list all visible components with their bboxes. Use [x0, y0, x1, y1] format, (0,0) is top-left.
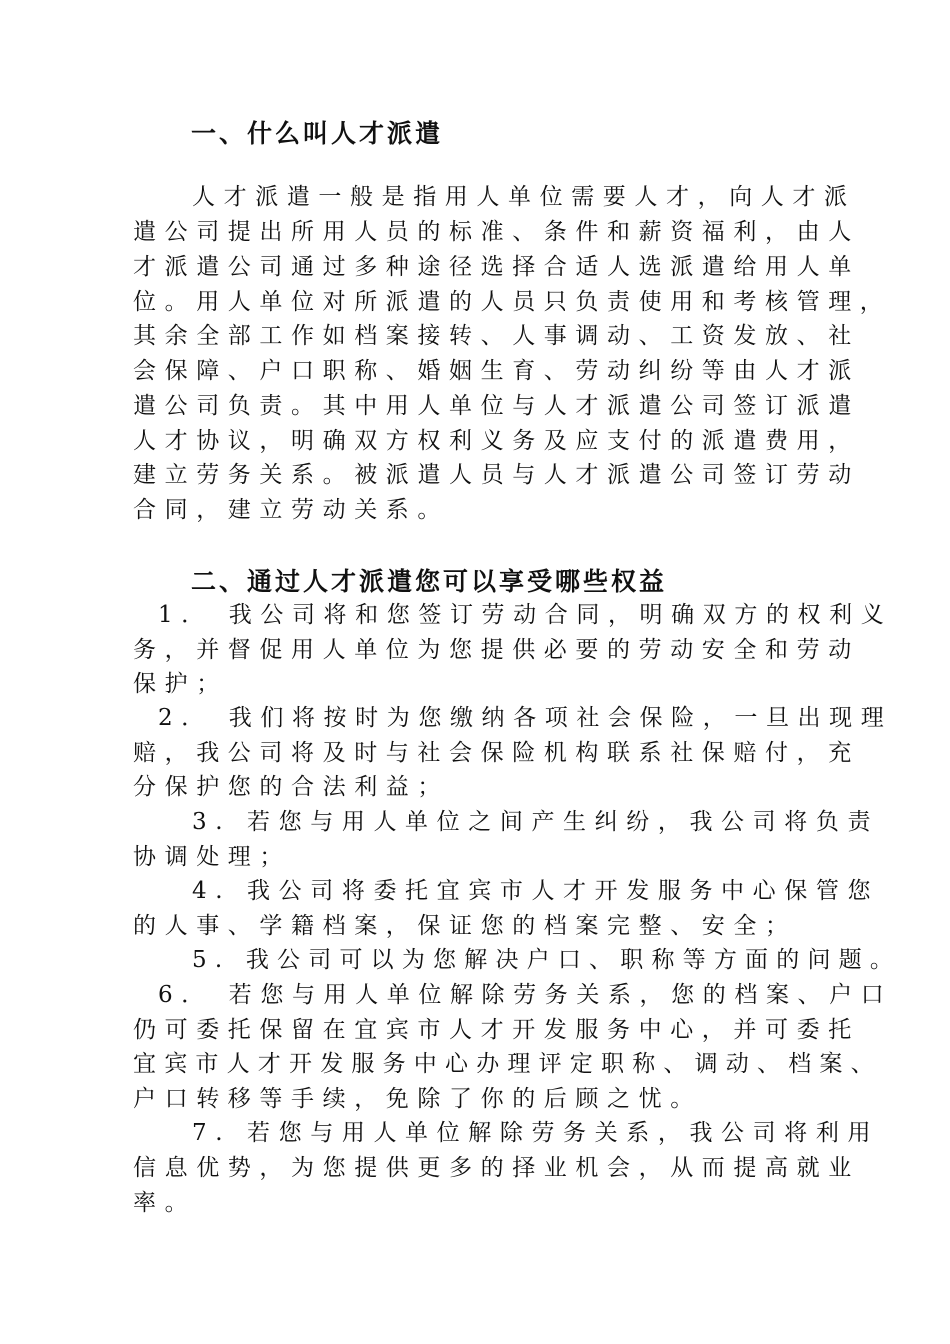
list-item: 3. 若您与用人单位之间产生纠纷，我公司将负责	[192, 809, 880, 835]
list-item-continued: 信息优势，为您提供更多的择业机会，从而提高就业	[133, 1155, 860, 1181]
paragraph-line: 合同，建立劳动关系。	[133, 497, 449, 523]
list-item: 5. 我公司可以为您解决户口、职称等方面的问题。	[192, 947, 902, 973]
list-item-continued: 宜宾市人才开发服务中心办理评定职称、调动、档案、	[133, 1051, 882, 1077]
list-item: 1． 我公司将和您签订劳动合同，明确双方的权利义	[158, 602, 893, 628]
list-item-continued: 仍可委托保留在宜宾市人才开发服务中心，并可委托	[133, 1017, 860, 1043]
list-item-continued: 务，并督促用人单位为您提供必要的劳动安全和劳动	[133, 637, 860, 663]
paragraph-line: 人才派遣一般是指用人单位需要人才，向人才派	[192, 184, 856, 210]
list-item: 4. 我公司将委托宜宾市人才开发服务中心保管您	[192, 878, 880, 904]
list-item: 6． 若您与用人单位解除劳务关系，您的档案、户口	[158, 982, 893, 1008]
paragraph-line: 遣公司负责。其中用人单位与人才派遣公司签订派遣	[133, 393, 860, 419]
section-2-heading: 二、通过人才派遣您可以享受哪些权益	[191, 567, 668, 596]
paragraph-line: 遣公司提出所用人员的标准、条件和薪资福利，由人	[133, 219, 860, 245]
list-item-continued: 分保护您的合法利益；	[133, 774, 449, 800]
list-item-continued: 户口转移等手续，免除了你的后顾之忧。	[133, 1086, 702, 1112]
list-item: 7. 若您与用人单位解除劳务关系，我公司将利用	[192, 1120, 880, 1146]
paragraph-line: 会保障、户口职称、婚姻生育、劳动纠纷等由人才派	[133, 358, 860, 384]
list-item-continued: 协调处理；	[133, 844, 291, 870]
paragraph-line: 位。用人单位对所派遣的人员只负责使用和考核管理，	[133, 289, 892, 315]
list-item-continued: 的人事、学籍档案，保证您的档案完整、安全；	[133, 913, 797, 939]
paragraph-line: 人才协议，明确双方权利义务及应支付的派遣费用，	[133, 428, 860, 454]
section-1-heading: 一、什么叫人才派遣	[191, 119, 444, 148]
list-item-continued: 率。	[133, 1190, 197, 1216]
paragraph-line: 才派遣公司通过多种途径选择合适人选派遣给用人单	[133, 254, 860, 280]
paragraph-line: 其余全部工作如档案接转、人事调动、工资发放、社	[133, 323, 860, 349]
list-item-continued: 保护；	[133, 671, 228, 697]
list-item-continued: 赔，我公司将及时与社会保险机构联系社保赔付，充	[133, 740, 860, 766]
list-item: 2． 我们将按时为您缴纳各项社会保险，一旦出现理	[158, 705, 893, 731]
paragraph-line: 建立劳务关系。被派遣人员与人才派遣公司签订劳动	[133, 462, 860, 488]
